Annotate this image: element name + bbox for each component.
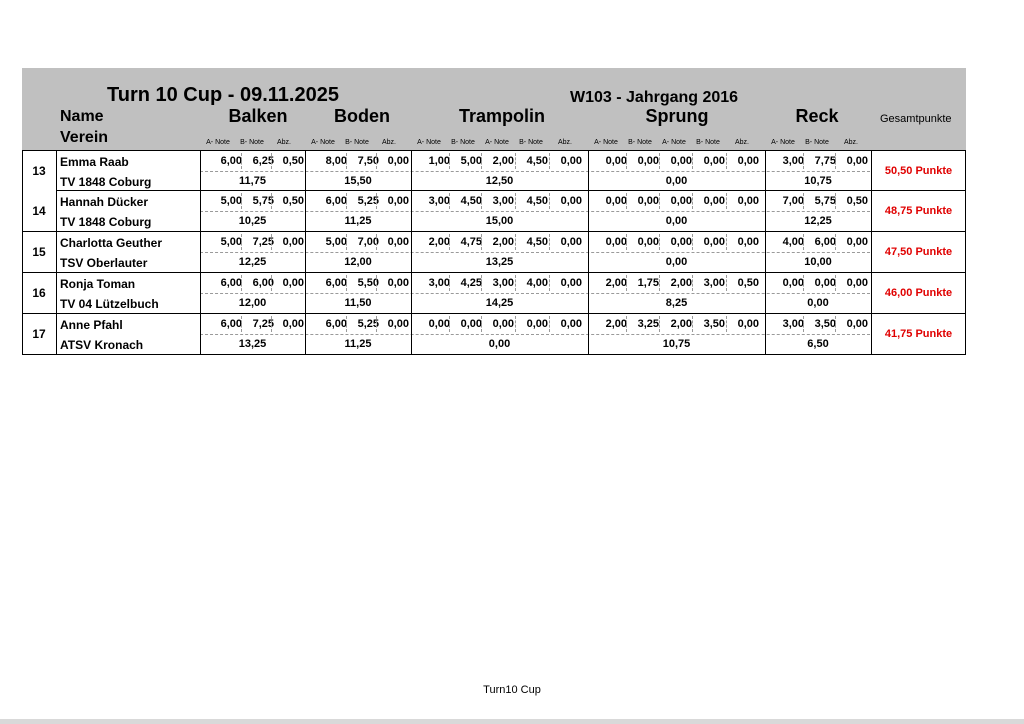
sum-boden: 11,25	[344, 338, 372, 350]
score-boden: 5,25	[357, 195, 379, 207]
athlete-name: Emma Raab	[60, 155, 129, 169]
score-separator	[515, 153, 516, 169]
sum-boden: 11,25	[344, 215, 372, 227]
sum-boden: 12,00	[344, 256, 372, 268]
sum-balken: 12,25	[238, 256, 267, 268]
score-boden: 6,00	[325, 277, 347, 289]
score-boden: 0,00	[387, 195, 409, 207]
score-sprung: 0,00	[670, 155, 692, 167]
athlete-club: TV 1848 Coburg	[60, 175, 152, 189]
score-separator	[659, 153, 660, 169]
score-trampolin: 2,00	[492, 236, 514, 248]
score-separator	[481, 316, 482, 332]
score-sprung: 0,00	[703, 155, 725, 167]
score-reck: 3,00	[782, 318, 804, 330]
subheader-sprung-1: B- Note	[628, 139, 652, 146]
score-trampolin: 0,00	[560, 236, 582, 248]
score-balken: 0,00	[282, 318, 304, 330]
score-separator	[626, 193, 627, 209]
subheader-trampolin-4: Abz.	[557, 139, 572, 146]
athlete-club: TV 1848 Coburg	[60, 215, 152, 229]
score-reck: 0,00	[814, 277, 836, 289]
score-separator	[346, 193, 347, 209]
score-separator	[726, 153, 727, 169]
apparatus-header-sprung: Sprung	[645, 106, 709, 126]
score-balken: 6,00	[220, 277, 242, 289]
score-separator	[271, 275, 272, 291]
score-boden: 5,25	[357, 318, 379, 330]
score-separator	[659, 275, 660, 291]
total-points: 46,00 Punkte	[884, 287, 953, 299]
score-reck: 7,00	[782, 195, 804, 207]
row-dotted-divider	[200, 211, 870, 212]
sum-trampolin: 0,00	[488, 338, 511, 350]
score-separator	[376, 193, 377, 209]
score-separator	[481, 153, 482, 169]
score-sprung: 0,50	[737, 277, 759, 289]
score-trampolin: 2,00	[492, 155, 514, 167]
score-sprung: 3,00	[703, 277, 725, 289]
results-sheet	[22, 68, 966, 368]
sum-balken: 11,75	[239, 175, 266, 187]
score-separator	[803, 193, 804, 209]
table-row	[22, 191, 966, 232]
score-separator	[271, 153, 272, 169]
table-row	[22, 273, 966, 314]
score-separator	[726, 193, 727, 209]
score-reck: 3,50	[814, 318, 836, 330]
score-separator	[803, 275, 804, 291]
score-boden: 0,00	[387, 277, 409, 289]
score-trampolin: 4,50	[526, 195, 548, 207]
table-row	[22, 150, 966, 191]
score-reck: 6,00	[814, 236, 836, 248]
score-separator	[241, 316, 242, 332]
subheader-trampolin-1: B- Note	[451, 139, 475, 146]
club-column-header: Verein	[60, 129, 109, 146]
subheader-balken-0: A- Note	[206, 139, 230, 146]
score-separator	[515, 316, 516, 332]
subheader-trampolin-0: A- Note	[417, 139, 441, 146]
rank-divider	[56, 273, 57, 313]
score-sprung: 0,00	[737, 155, 759, 167]
score-boden: 5,50	[357, 277, 379, 289]
score-separator	[449, 316, 450, 332]
score-separator	[481, 275, 482, 291]
score-separator	[376, 153, 377, 169]
subheader-trampolin-3: B- Note	[519, 139, 543, 146]
score-separator	[692, 153, 693, 169]
score-boden: 6,00	[325, 318, 347, 330]
score-separator	[346, 153, 347, 169]
score-trampolin: 0,00	[460, 318, 482, 330]
score-sprung: 0,00	[637, 236, 659, 248]
score-sprung: 3,50	[703, 318, 725, 330]
score-sprung: 0,00	[637, 195, 659, 207]
score-balken: 6,00	[220, 318, 242, 330]
score-trampolin: 3,00	[428, 195, 450, 207]
score-trampolin: 0,00	[560, 155, 582, 167]
score-sprung: 0,00	[670, 236, 692, 248]
score-trampolin: 0,00	[492, 318, 514, 330]
score-trampolin: 2,00	[428, 236, 450, 248]
sum-reck: 6,50	[807, 338, 829, 350]
score-reck: 4,00	[782, 236, 804, 248]
subheader-sprung-2: A- Note	[662, 139, 686, 146]
score-sprung: 0,00	[605, 236, 627, 248]
score-separator	[726, 275, 727, 291]
subheader-balken-1: B- Note	[240, 139, 264, 146]
score-reck: 0,00	[846, 277, 868, 289]
class-label: W103 - Jahrgang 2016	[570, 89, 739, 106]
row-dotted-divider	[200, 252, 870, 253]
sum-trampolin: 12,50	[485, 175, 514, 187]
score-separator	[241, 193, 242, 209]
sum-sprung: 10,75	[662, 338, 691, 350]
score-separator	[376, 316, 377, 332]
score-separator	[241, 234, 242, 250]
rank-cell: 15	[22, 232, 56, 272]
subheader-sprung-0: A- Note	[594, 139, 618, 146]
score-balken: 0,00	[282, 236, 304, 248]
sum-balken: 13,25	[238, 338, 267, 350]
score-trampolin: 4,25	[460, 277, 482, 289]
score-sprung: 0,00	[670, 195, 692, 207]
table-row	[22, 314, 966, 355]
rank-divider	[56, 191, 57, 231]
score-boden: 8,00	[325, 155, 347, 167]
score-balken: 0,50	[282, 155, 304, 167]
score-sprung: 0,00	[737, 236, 759, 248]
results-table-body	[22, 150, 966, 355]
score-reck: 0,50	[846, 195, 868, 207]
score-sprung: 0,00	[703, 236, 725, 248]
score-separator	[726, 316, 727, 332]
score-trampolin: 4,50	[526, 155, 548, 167]
score-separator	[726, 234, 727, 250]
score-trampolin: 3,00	[428, 277, 450, 289]
score-trampolin: 4,75	[460, 236, 482, 248]
sum-sprung: 0,00	[665, 175, 688, 187]
score-separator	[626, 153, 627, 169]
competition-title: Turn 10 Cup - 09.11.2025	[107, 84, 339, 106]
score-separator	[241, 153, 242, 169]
subheader-boden-1: B- Note	[345, 139, 369, 146]
score-separator	[449, 153, 450, 169]
score-balken: 6,00	[220, 155, 242, 167]
row-dotted-divider	[200, 293, 870, 294]
subheader-trampolin-2: A- Note	[485, 139, 509, 146]
score-separator	[515, 193, 516, 209]
score-separator	[549, 275, 550, 291]
score-boden: 0,00	[387, 318, 409, 330]
score-trampolin: 0,00	[560, 277, 582, 289]
score-separator	[626, 234, 627, 250]
score-sprung: 3,25	[637, 318, 659, 330]
score-balken: 5,00	[220, 195, 242, 207]
score-reck: 0,00	[846, 155, 868, 167]
sum-sprung: 0,00	[665, 256, 688, 268]
score-separator	[346, 234, 347, 250]
sum-trampolin: 14,25	[485, 297, 514, 309]
score-sprung: 0,00	[737, 195, 759, 207]
row-dotted-divider	[200, 334, 870, 335]
score-balken: 7,25	[252, 318, 274, 330]
score-balken: 6,25	[252, 155, 274, 167]
score-trampolin: 4,50	[460, 195, 482, 207]
rank-cell: 14	[22, 191, 56, 231]
score-trampolin: 0,00	[560, 318, 582, 330]
subheader-reck-1: B- Note	[805, 139, 829, 146]
score-separator	[515, 275, 516, 291]
total-points: 48,75 Punkte	[884, 205, 953, 217]
score-separator	[449, 193, 450, 209]
score-trampolin: 4,00	[526, 277, 548, 289]
sum-trampolin: 13,25	[485, 256, 514, 268]
score-separator	[241, 275, 242, 291]
score-separator	[376, 234, 377, 250]
score-trampolin: 4,50	[526, 236, 548, 248]
score-separator	[549, 153, 550, 169]
score-separator	[515, 234, 516, 250]
sum-sprung: 0,00	[665, 215, 688, 227]
sum-sprung: 8,25	[665, 297, 688, 309]
score-separator	[346, 316, 347, 332]
score-trampolin: 0,00	[560, 195, 582, 207]
apparatus-header-balken: Balken	[228, 106, 288, 126]
score-balken: 5,00	[220, 236, 242, 248]
athlete-club: TSV Oberlauter	[60, 256, 148, 270]
subheader-boden-2: Abz.	[381, 139, 396, 146]
score-separator	[271, 234, 272, 250]
page-footer: Turn10 Cup	[483, 684, 541, 696]
score-boden: 5,00	[325, 236, 347, 248]
score-separator	[835, 316, 836, 332]
score-separator	[449, 275, 450, 291]
score-sprung: 0,00	[637, 155, 659, 167]
athlete-name: Hannah Dücker	[60, 195, 149, 209]
total-points: 50,50 Punkte	[884, 165, 953, 177]
score-separator	[481, 193, 482, 209]
name-column-header: Name	[60, 108, 104, 125]
score-sprung: 0,00	[605, 155, 627, 167]
rank-divider	[56, 151, 57, 190]
score-sprung: 0,00	[737, 318, 759, 330]
total-column-header: Gesamtpunkte	[880, 113, 952, 125]
rank-divider	[56, 232, 57, 272]
subheader-reck-2: Abz.	[843, 139, 858, 146]
sum-reck: 0,00	[807, 297, 829, 309]
score-boden: 0,00	[387, 236, 409, 248]
rank-divider	[56, 314, 57, 354]
score-trampolin: 0,00	[526, 318, 548, 330]
score-separator	[549, 193, 550, 209]
score-separator	[692, 275, 693, 291]
subheader-balken-2: Abz.	[276, 139, 291, 146]
score-separator	[692, 316, 693, 332]
sum-reck: 10,00	[804, 256, 832, 268]
score-reck: 7,75	[814, 155, 836, 167]
table-right-border	[965, 150, 966, 355]
sum-boden: 11,50	[344, 297, 372, 309]
sum-boden: 15,50	[344, 175, 372, 187]
score-trampolin: 1,00	[428, 155, 450, 167]
score-reck: 0,00	[846, 318, 868, 330]
score-sprung: 1,75	[637, 277, 659, 289]
score-sprung: 2,00	[605, 277, 627, 289]
score-separator	[692, 193, 693, 209]
score-separator	[835, 234, 836, 250]
score-separator	[346, 275, 347, 291]
rank-cell: 17	[22, 314, 56, 354]
score-separator	[626, 316, 627, 332]
sum-reck: 10,75	[804, 175, 832, 187]
score-separator	[835, 193, 836, 209]
score-separator	[803, 234, 804, 250]
score-trampolin: 0,00	[428, 318, 450, 330]
score-boden: 7,00	[357, 236, 379, 248]
score-separator	[692, 234, 693, 250]
athlete-name: Charlotta Geuther	[60, 236, 163, 250]
score-reck: 0,00	[846, 236, 868, 248]
athlete-name: Anne Pfahl	[60, 318, 123, 332]
score-separator	[549, 234, 550, 250]
score-sprung: 0,00	[703, 195, 725, 207]
score-reck: 3,00	[782, 155, 804, 167]
page-edge	[0, 719, 1024, 724]
row-dotted-divider	[200, 171, 870, 172]
score-separator	[659, 193, 660, 209]
score-trampolin: 3,00	[492, 195, 514, 207]
sum-balken: 12,00	[238, 297, 267, 309]
score-sprung: 0,00	[605, 195, 627, 207]
score-separator	[271, 193, 272, 209]
apparatus-header-trampolin: Trampolin	[458, 106, 545, 126]
apparatus-header-boden: Boden	[334, 106, 390, 126]
score-boden: 7,50	[357, 155, 379, 167]
score-reck: 0,00	[782, 277, 804, 289]
table-row	[22, 232, 966, 273]
score-separator	[835, 275, 836, 291]
athlete-name: Ronja Toman	[60, 277, 136, 291]
score-boden: 0,00	[387, 155, 409, 167]
score-reck: 5,75	[814, 195, 836, 207]
score-sprung: 2,00	[605, 318, 627, 330]
score-separator	[549, 316, 550, 332]
score-separator	[659, 234, 660, 250]
athlete-club: ATSV Kronach	[60, 338, 144, 352]
score-separator	[803, 153, 804, 169]
score-sprung: 2,00	[670, 277, 692, 289]
total-points: 41,75 Punkte	[884, 328, 953, 340]
score-separator	[481, 234, 482, 250]
rank-cell: 13	[22, 151, 56, 191]
score-balken: 0,50	[282, 195, 304, 207]
score-balken: 5,75	[252, 195, 274, 207]
rank-cell: 16	[22, 273, 56, 313]
subheader-sprung-4: Abz.	[734, 139, 749, 146]
sum-reck: 12,25	[804, 215, 832, 227]
apparatus-header-reck: Reck	[795, 106, 839, 126]
score-separator	[835, 153, 836, 169]
table-left-border	[22, 150, 23, 355]
score-trampolin: 5,00	[460, 155, 482, 167]
score-separator	[626, 275, 627, 291]
subheader-sprung-3: B- Note	[696, 139, 720, 146]
subheader-reck-0: A- Note	[771, 139, 795, 146]
score-sprung: 2,00	[670, 318, 692, 330]
table-header	[22, 68, 966, 150]
subheader-boden-0: A- Note	[311, 139, 335, 146]
score-balken: 7,25	[252, 236, 274, 248]
sum-balken: 10,25	[238, 215, 267, 227]
score-separator	[659, 316, 660, 332]
total-points: 47,50 Punkte	[884, 246, 953, 258]
score-balken: 6,00	[252, 277, 274, 289]
score-separator	[803, 316, 804, 332]
score-boden: 6,00	[325, 195, 347, 207]
score-balken: 0,00	[282, 277, 304, 289]
score-trampolin: 3,00	[492, 277, 514, 289]
score-separator	[449, 234, 450, 250]
sum-trampolin: 15,00	[485, 215, 514, 227]
score-separator	[376, 275, 377, 291]
athlete-club: TV 04 Lützelbuch	[60, 297, 159, 311]
score-separator	[271, 316, 272, 332]
